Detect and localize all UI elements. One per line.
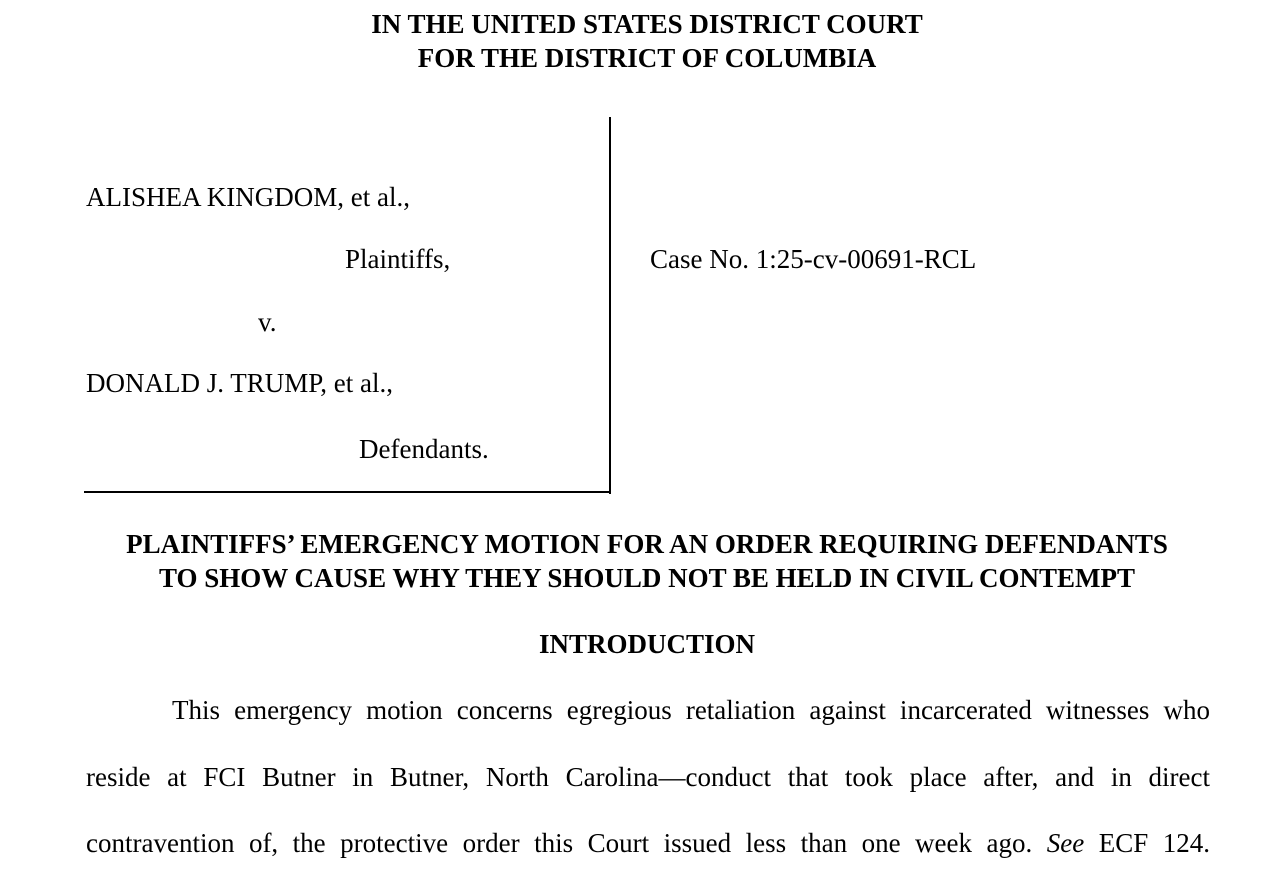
section-heading: INTRODUCTION — [538, 629, 756, 659]
motion-title — [60, 527, 1234, 595]
see-signal: See — [1046, 828, 1085, 858]
court-heading — [0, 7, 1270, 75]
body-line-3-text: contravention of, the protective order this Court issued less than one week ago. — [86, 828, 1033, 858]
defendant-role: Defendants. — [359, 434, 489, 464]
motion-title-line-2: TO SHOW CAUSE WHY THEY SHOULD NOT BE HELD IN CIVIL CONTEMPT — [159, 563, 1135, 593]
defendant-name: DONALD J. TRUMP, et al., — [86, 368, 394, 398]
body-paragraph-line-3 — [86, 826, 1210, 860]
caption-divider-vertical — [609, 117, 611, 494]
versus-label: v. — [258, 307, 277, 337]
body-paragraph-line-1: This emergency motion concerns egregious retaliation against incarcerated witnesses who — [172, 695, 1210, 725]
caption-divider-horizontal — [84, 491, 611, 493]
court-heading-line-1: IN THE UNITED STATES DISTRICT COURT — [371, 9, 923, 39]
plaintiff-role: Plaintiffs, — [345, 244, 451, 274]
court-heading-line-2: FOR THE DISTRICT OF COLUMBIA — [417, 43, 877, 73]
case-number: Case No. 1:25-cv-00691-RCL — [650, 244, 977, 274]
ecf-citation: ECF 124. — [1098, 828, 1210, 858]
body-paragraph-line-2: reside at FCI Butner in Butner, North Carolina—conduct that took place after, and in direct — [86, 762, 1210, 792]
motion-title-line-1: PLAINTIFFS’ EMERGENCY MOTION FOR AN ORDER REQUIRING DEFENDANTS — [126, 529, 1168, 559]
plaintiff-name: ALISHEA KINGDOM, et al., — [86, 182, 410, 212]
